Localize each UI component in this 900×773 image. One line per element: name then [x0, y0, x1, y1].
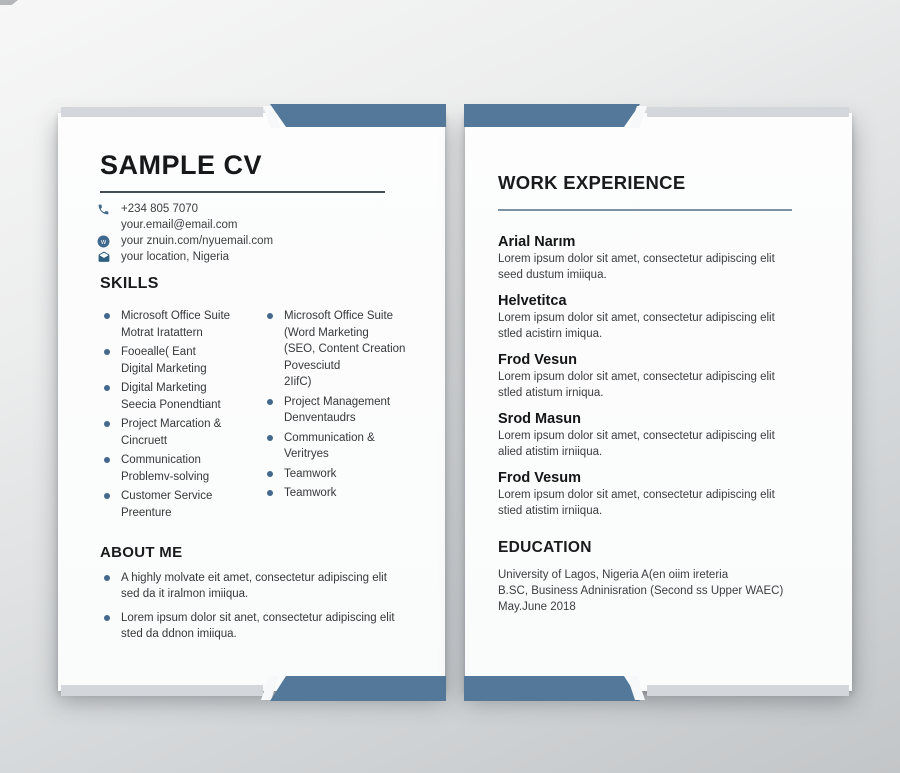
- bullet-dot: [104, 615, 110, 621]
- bullet-dot: [267, 399, 273, 405]
- work-entry-title: Srod Masun: [498, 411, 581, 427]
- svg-text:w: w: [100, 238, 107, 246]
- about-me-list: [104, 570, 395, 650]
- skill-line: Seecia Ponendtiant: [121, 398, 221, 411]
- skill-line: (Word Marketing: [284, 326, 369, 339]
- skill-line: Project Management: [284, 395, 391, 408]
- contact-block: [97, 201, 273, 265]
- skill-line: (SEO, Content Creation: [284, 343, 406, 355]
- work-entry-line: Lorem ipsum dolor sit amet, consectetur adipiscing elit: [498, 253, 775, 265]
- website-url: your znuin.com/nyuemail.com: [121, 235, 274, 247]
- skill-line: 2IifC): [284, 376, 312, 388]
- skill-item: [267, 466, 430, 483]
- globe-icon: [97, 234, 113, 248]
- work-experience-list: [498, 233, 775, 528]
- skill-line: Motrat Iratattern: [121, 326, 203, 339]
- skill-item: [267, 308, 430, 391]
- skills-heading: SKILLS: [100, 275, 159, 292]
- work-entry: [498, 292, 775, 342]
- bullet-dot: [104, 385, 110, 391]
- skills-column-2: [267, 308, 430, 524]
- skills-columns: [104, 308, 436, 524]
- work-entry-line: stled acistirn imiqua.: [498, 327, 603, 340]
- skill-line: Customer Service: [121, 490, 213, 502]
- heading-rule: [498, 209, 792, 211]
- about-line: A highly molvate eit amet, consectetur adipiscing elit: [121, 572, 387, 584]
- work-entry: [498, 410, 775, 460]
- work-entry: [498, 351, 775, 401]
- work-entry-line: Lorem ipsum dolor sit amet, consectetur adipiscing elit: [498, 430, 775, 442]
- contact-phone-row: [97, 201, 273, 217]
- work-entry-line: Lorem ipsum dolor sit amet, consectetur adipiscing elit: [498, 312, 775, 324]
- work-entry-title: Helvetitca: [498, 293, 567, 309]
- work-entry-title: Arial Narım: [498, 234, 576, 250]
- skill-item: [267, 430, 430, 463]
- skill-line: Fooealle( Eant: [121, 346, 196, 358]
- work-entry-title: Frod Vesun: [498, 352, 577, 368]
- corner-smudge: [0, 0, 18, 5]
- skill-line: Teamwork: [284, 467, 337, 480]
- skill-line: Teamwork: [284, 487, 337, 499]
- work-experience-heading: WORK EXPERIENCE: [498, 172, 686, 193]
- bullet-dot: [104, 349, 110, 355]
- skill-line: Veritryes: [284, 448, 329, 460]
- work-entry-line: alied atistim irniiqua.: [498, 445, 603, 458]
- skill-line: Digital Marketing: [121, 382, 207, 394]
- about-line: Lorem ipsum dolor sit anet, consectetur adipiscing elit: [121, 612, 395, 624]
- bullet-dot: [104, 421, 110, 427]
- skill-item: [104, 452, 267, 485]
- skill-item: [104, 380, 267, 413]
- title-rule: [100, 191, 385, 193]
- contact-website-row: [97, 233, 273, 249]
- work-entry-line: seed dustum imiiqua.: [498, 268, 607, 281]
- phone-number: +234 805 7070: [121, 203, 199, 215]
- skill-item: [104, 344, 267, 377]
- location-text: your location, Nigeria: [121, 251, 230, 263]
- contact-location-row: [97, 249, 273, 265]
- skill-line: Communication: [121, 454, 201, 466]
- skill-line: Microsoft Office Suite: [284, 310, 394, 322]
- skill-item: [104, 416, 267, 449]
- skill-line: Denventaudrs: [284, 412, 356, 424]
- empty-icon-slot: [97, 218, 113, 232]
- bullet-dot: [104, 575, 110, 581]
- cv-page-right: [464, 104, 853, 701]
- contact-email-row: [97, 217, 273, 233]
- skill-line: Preenture: [121, 506, 172, 519]
- bullet-dot: [267, 435, 273, 441]
- about-item: [104, 570, 395, 602]
- about-line: sed da it iralmon imiiqua.: [121, 588, 249, 600]
- bullet-dot: [104, 313, 110, 319]
- work-entry-line: stled atistum irniqua.: [498, 386, 604, 399]
- bullet-dot: [267, 313, 273, 319]
- bullet-dot: [267, 471, 273, 477]
- bullet-dot: [104, 457, 110, 463]
- cv-page-left: [57, 104, 446, 701]
- page-title: SAMPLE CV: [100, 150, 263, 180]
- email-address: your.email@email.com: [121, 219, 238, 231]
- skill-item: [267, 394, 430, 427]
- work-entry: [498, 233, 775, 283]
- skill-line: Project Marcation &: [121, 418, 222, 430]
- bullet-dot: [267, 490, 273, 496]
- skill-line: Povesciutd: [284, 359, 341, 372]
- work-entry-title: Frod Vesum: [498, 470, 581, 486]
- education-heading: EDUCATION: [498, 539, 592, 556]
- work-entry: [498, 469, 775, 519]
- about-line: sted da ddnon imiiqua.: [121, 628, 237, 640]
- bullet-dot: [104, 493, 110, 499]
- skill-line: Communication &: [284, 431, 375, 444]
- work-entry-line: stied atistim irniiqua.: [498, 504, 603, 517]
- skill-item: [104, 308, 267, 341]
- skill-line: Problemv-solving: [121, 470, 210, 483]
- phone-icon: [97, 202, 113, 216]
- about-item: [104, 610, 395, 642]
- skill-line: Microsoft Office Suite: [121, 310, 231, 322]
- education-block: [498, 567, 783, 615]
- about-me-heading: ABOUT ME: [100, 544, 183, 561]
- education-line: University of Lagos, Nigeria A(en oiim ireteria: [498, 569, 729, 581]
- work-entry-line: Lorem ipsum dolor sit amet, consectetur adipiscing elit: [498, 489, 775, 501]
- skill-item: [267, 485, 430, 502]
- skill-line: Cincruett: [121, 434, 168, 447]
- education-line: May.June 2018: [498, 601, 576, 613]
- envelope-icon: [97, 250, 113, 264]
- education-line: B.SC, Business Adninisration (Second ss Upper WAEC): [498, 585, 784, 597]
- skills-column-1: [104, 308, 267, 524]
- skill-line: Digital Marketing: [121, 362, 207, 375]
- work-entry-line: Lorem ipsum dolor sit amet, consectetur adipiscing elit: [498, 371, 775, 383]
- skill-item: [104, 488, 267, 521]
